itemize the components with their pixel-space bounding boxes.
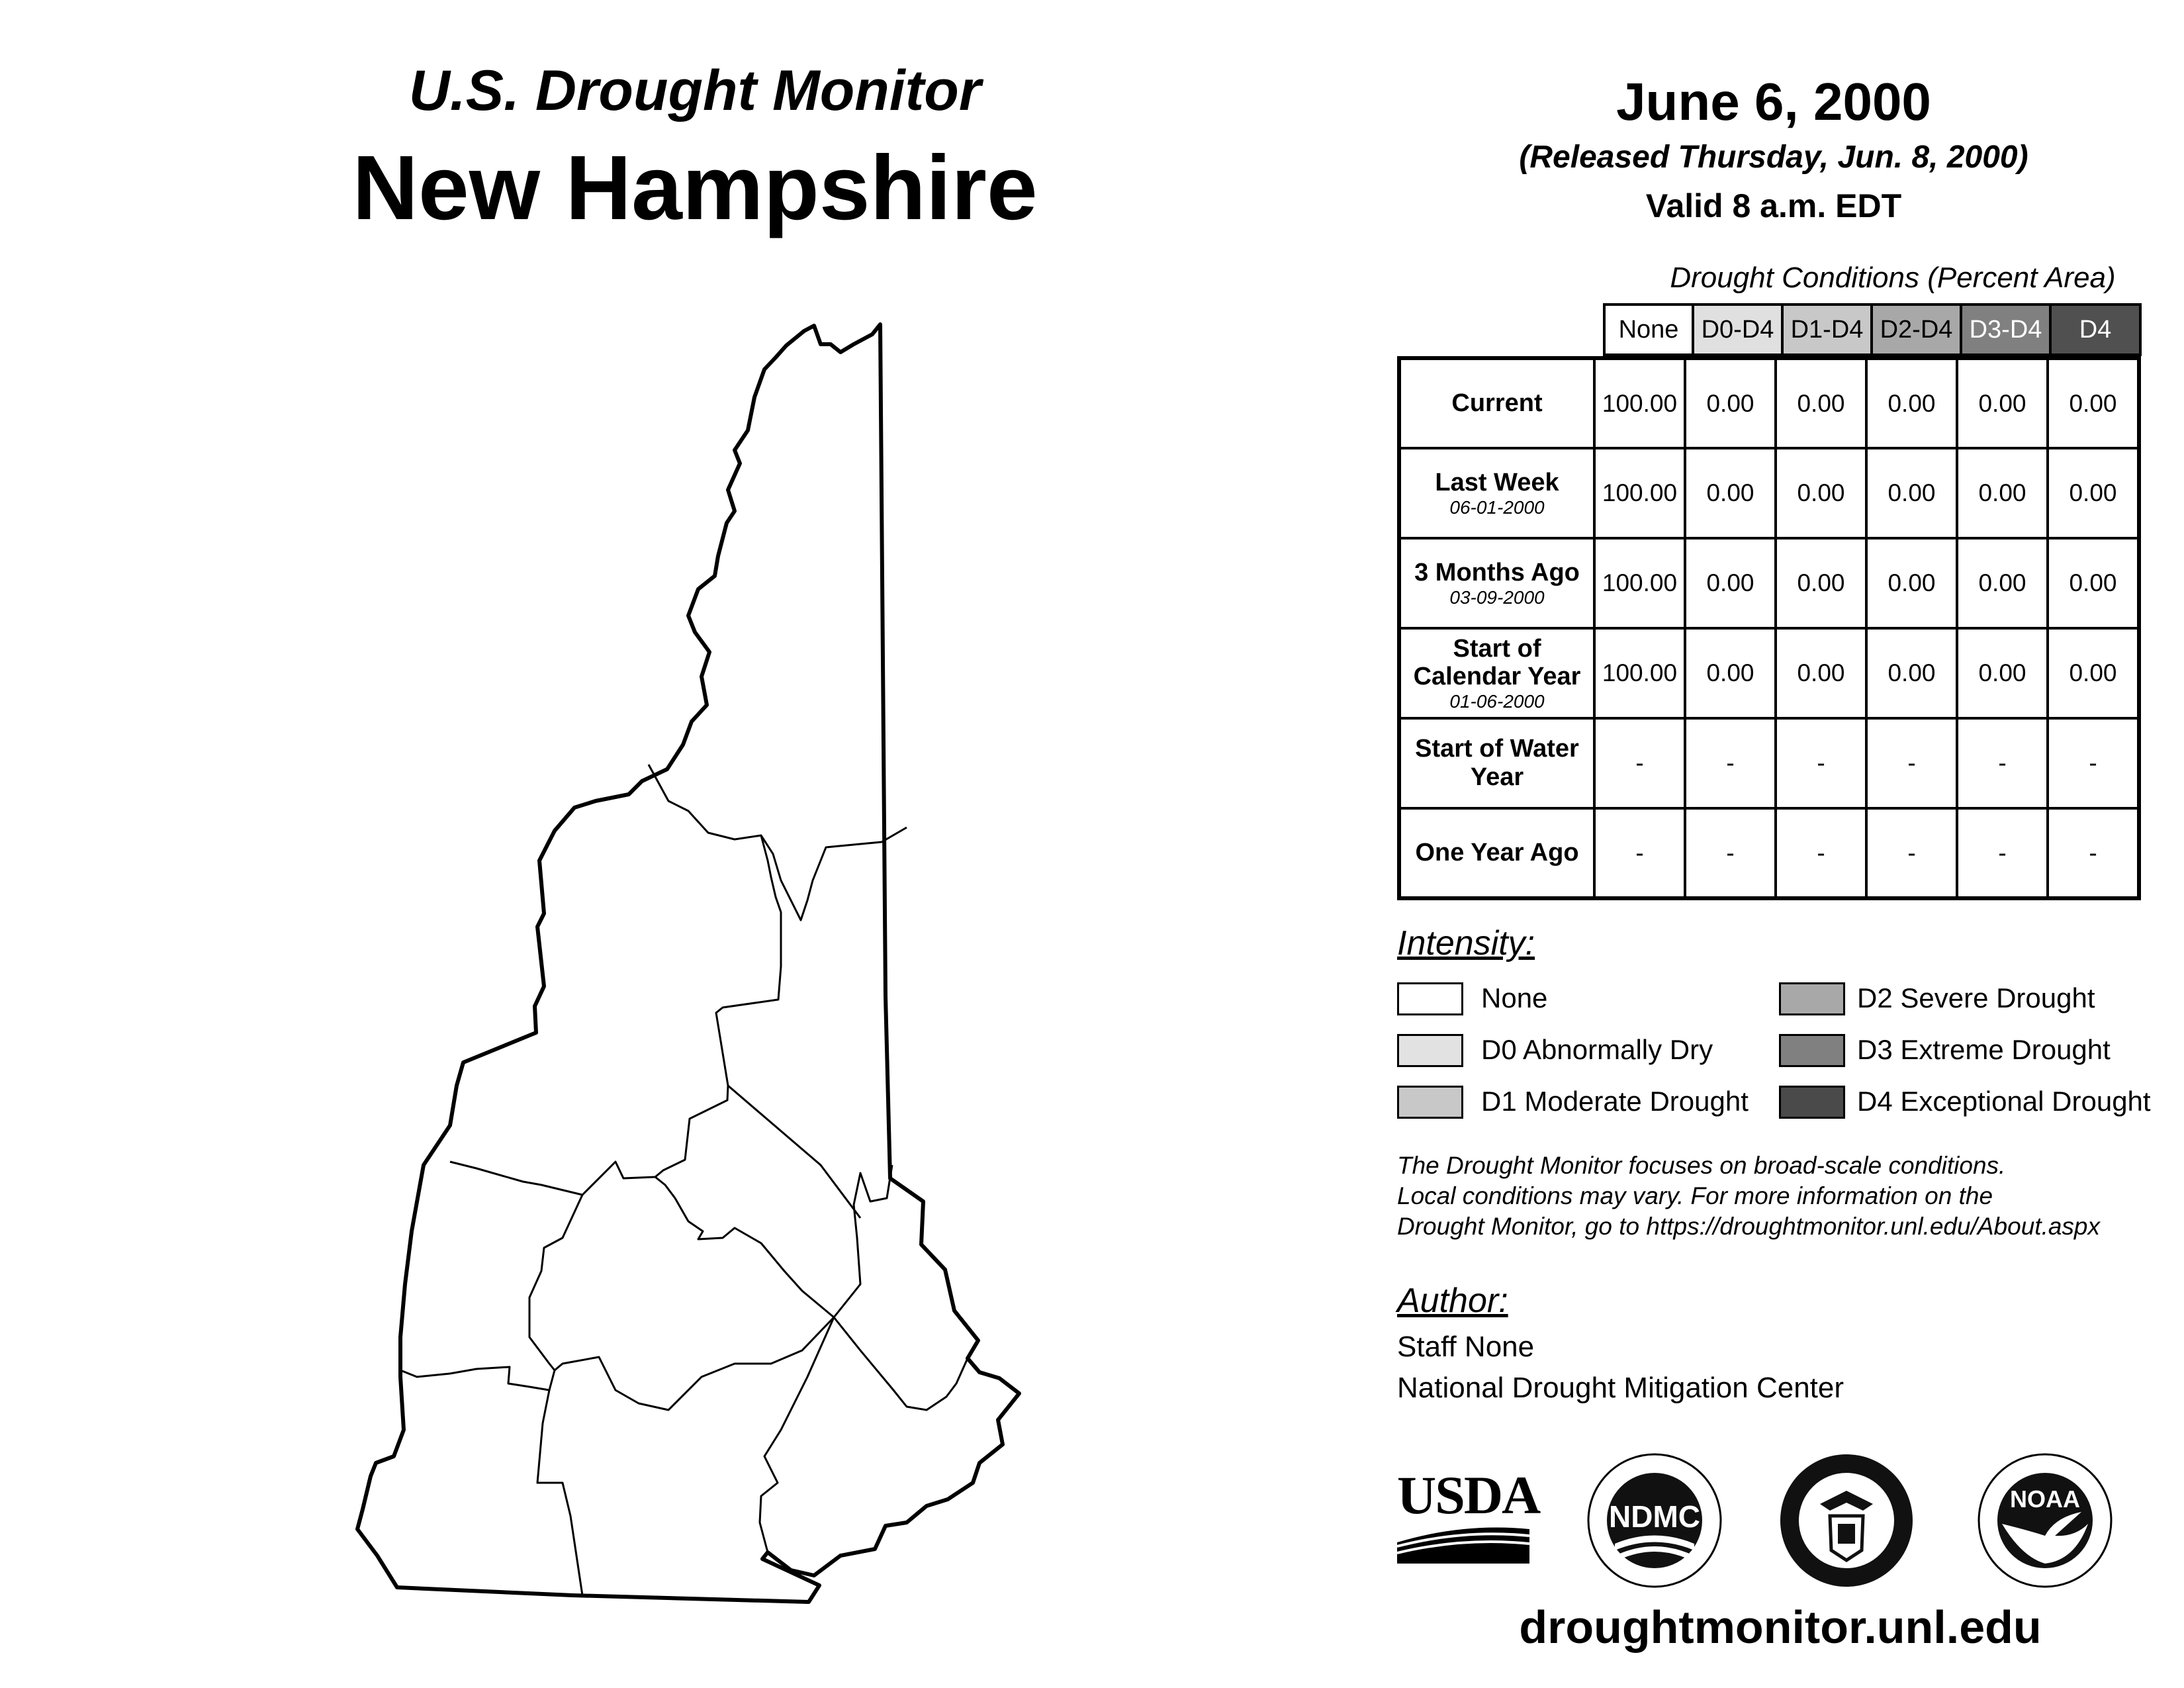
table-row-3-months-ago <box>1399 538 2139 628</box>
cell-d4: 0.00 <box>2048 538 2139 628</box>
noaa-logo-text: NOAA <box>2010 1485 2080 1513</box>
cell-d4: 0.00 <box>2048 358 2139 448</box>
cell-d0-d4: - <box>1685 718 1776 808</box>
col-header-d1-d4: D1-D4 <box>1781 303 1873 356</box>
cell-d3-d4: 0.00 <box>1957 538 2048 628</box>
note-line: Local conditions may vary. For more information on the <box>1397 1182 1993 1209</box>
table-row-start-of-water-year <box>1399 718 2139 808</box>
author-title: Author: <box>1397 1282 1508 1320</box>
usda-logo-text: USDA <box>1397 1465 1540 1525</box>
legend-label-d2: D2 Severe Drought <box>1857 982 2095 1013</box>
col-header-d3-d4: D3-D4 <box>1960 303 2052 356</box>
conditions-table <box>1397 356 2141 900</box>
usda-swoosh-icon <box>1397 1523 1529 1564</box>
cell-d1-d4: 0.00 <box>1776 538 1866 628</box>
cell-d4: 0.00 <box>2048 628 2139 718</box>
cell-none: 100.00 <box>1594 538 1685 628</box>
valid-time: Valid 8 a.m. EDT <box>1645 187 1902 224</box>
cell-d0-d4: - <box>1685 808 1776 898</box>
note-line: Drought Monitor, go to https://droughtmonitor.unl.edu/About.aspx <box>1397 1212 2100 1240</box>
cell-d3-d4: - <box>1957 718 2048 808</box>
monitor-title: U.S. Drought Monitor <box>408 59 981 122</box>
legend-label-d3: D3 Extreme Drought <box>1857 1034 2111 1065</box>
cell-none: - <box>1594 808 1685 898</box>
cell-d3-d4: 0.00 <box>1957 628 2048 718</box>
noaa-seal-icon <box>1976 1451 2115 1590</box>
legend-swatch-d2 <box>1779 982 1845 1015</box>
state-map <box>344 311 1039 1615</box>
row-label: Current <box>1399 358 1594 448</box>
ndmc-logo <box>1585 1451 1724 1590</box>
commerce-seal-icon <box>1777 1451 1916 1590</box>
row-label: Last Week 06-01-2000 <box>1399 448 1594 538</box>
row-label: Start of Water Year <box>1399 718 1594 808</box>
conditions-table-title: Drought Conditions (Percent Area) <box>1670 261 2116 294</box>
legend-swatch-d4 <box>1779 1086 1845 1119</box>
cell-d1-d4: - <box>1776 718 1866 808</box>
cell-d1-d4: 0.00 <box>1776 448 1866 538</box>
cell-none: 100.00 <box>1594 448 1685 538</box>
cell-d1-d4: - <box>1776 808 1866 898</box>
cell-d2-d4: - <box>1866 718 1957 808</box>
row-date: 03-09-2000 <box>1449 586 1545 608</box>
cell-d0-d4: 0.00 <box>1685 628 1776 718</box>
state-title: New Hampshire <box>352 137 1038 239</box>
legend-swatch-d3 <box>1779 1034 1845 1067</box>
table-row-current <box>1399 358 2139 448</box>
row-label: 3 Months Ago 03-09-2000 <box>1399 538 1594 628</box>
cell-d2-d4: 0.00 <box>1866 628 1957 718</box>
cell-d4: 0.00 <box>2048 448 2139 538</box>
cell-none: 100.00 <box>1594 358 1685 448</box>
cell-none: 100.00 <box>1594 628 1685 718</box>
cell-d2-d4: - <box>1866 808 1957 898</box>
table-row-one-year-ago <box>1399 808 2139 898</box>
website-url[interactable]: droughtmonitor.unl.edu <box>1519 1601 2042 1653</box>
legend-label-d4: D4 Exceptional Drought <box>1857 1086 2151 1117</box>
cell-d0-d4: 0.00 <box>1685 358 1776 448</box>
cell-none: - <box>1594 718 1685 808</box>
col-header-d0-d4: D0-D4 <box>1692 303 1784 356</box>
legend-swatch-none <box>1397 982 1463 1015</box>
note-line: The Drought Monitor focuses on broad-scale conditions. <box>1397 1152 2006 1179</box>
col-header-none: None <box>1603 303 1694 356</box>
row-date: 01-06-2000 <box>1449 690 1545 712</box>
col-header-d4: D4 <box>2049 303 2142 356</box>
legend-label-d0: D0 Abnormally Dry <box>1481 1034 1713 1065</box>
table-row-start-of-calendar-year <box>1399 628 2139 718</box>
cell-d4: - <box>2048 808 2139 898</box>
legend-label-d1: D1 Moderate Drought <box>1481 1086 1749 1117</box>
legend-label-none: None <box>1481 982 1548 1013</box>
legend-title: Intensity: <box>1397 924 1535 962</box>
noaa-logo <box>1976 1451 2115 1590</box>
cell-d4: - <box>2048 718 2139 808</box>
legend-swatch-d0 <box>1397 1034 1463 1067</box>
author-org: National Drought Mitigation Center <box>1397 1372 1844 1404</box>
doc-seal-logo <box>1777 1451 1916 1590</box>
cell-d2-d4: 0.00 <box>1866 538 1957 628</box>
cell-d3-d4: 0.00 <box>1957 358 2048 448</box>
cell-d3-d4: 0.00 <box>1957 448 2048 538</box>
author-name: Staff None <box>1397 1331 1535 1363</box>
cell-d3-d4: - <box>1957 808 2048 898</box>
cell-d0-d4: 0.00 <box>1685 538 1776 628</box>
disclaimer-note <box>1397 1150 2178 1242</box>
cell-d0-d4: 0.00 <box>1685 448 1776 538</box>
col-header-d2-d4: D2-D4 <box>1870 303 1962 356</box>
cell-d1-d4: 0.00 <box>1776 628 1866 718</box>
map-date: June 6, 2000 <box>1616 72 1931 131</box>
cell-d2-d4: 0.00 <box>1866 448 1957 538</box>
state-outline <box>357 324 1019 1602</box>
legend-swatch-d1 <box>1397 1086 1463 1119</box>
ndmc-logo-text: NDMC <box>1609 1499 1700 1534</box>
row-label: Start of Calendar Year 01-06-2000 <box>1399 628 1594 718</box>
usda-logo <box>1397 1464 1540 1564</box>
row-date: 06-01-2000 <box>1449 496 1545 518</box>
release-date: (Released Thursday, Jun. 8, 2000) <box>1519 140 2028 175</box>
table-row-last-week <box>1399 448 2139 538</box>
cell-d1-d4: 0.00 <box>1776 358 1866 448</box>
row-label: One Year Ago <box>1399 808 1594 898</box>
cell-d2-d4: 0.00 <box>1866 358 1957 448</box>
